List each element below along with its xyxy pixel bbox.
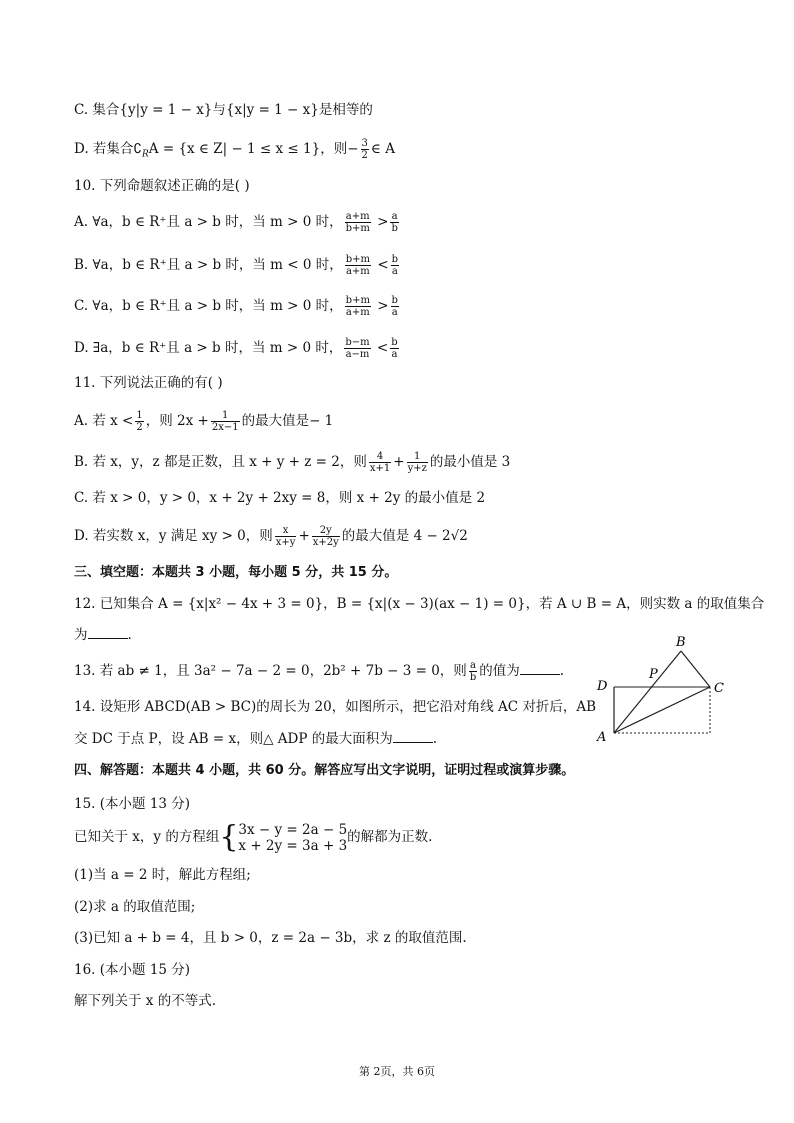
q16-stem: 解下列关于 x 的不等式. bbox=[74, 993, 216, 1009]
section-3-heading: 三、填空题：本题共 3 小题，每小题 5 分，共 15 分。 bbox=[74, 565, 398, 580]
q12-line1: 12. 已知集合 A = {x|x² − 4x + 3 = 0}，B = {x|(x − 3)(ax − 1) = 0}，若 A ∪ B = A，则实数 a 的取值集合 bbox=[74, 596, 765, 612]
section-4-heading: 四、解答题：本题共 4 小题，共 60 分。解答应写出文字说明，证明过程或演算步骤。 bbox=[74, 763, 575, 778]
q11-option-c: C. 若 x > 0，y > 0，x + 2y + 2xy = 8，则 x + 2y 的最小值是 2 bbox=[74, 490, 486, 506]
segment-bc-folded bbox=[681, 651, 710, 687]
label-c: C bbox=[714, 681, 724, 696]
q10-option-b: B. ∀a，b ∈ R⁺且 a > b 时，当 m < 0 时， $\frac{b+m}{a+m}$ < $\frac{b}{a}$ bbox=[74, 254, 399, 277]
q15-part3: (3)已知 a + b = 4，且 b > 0，z = 2a − 3b，求 z 的取值范围. bbox=[74, 930, 467, 946]
diagonal-ac bbox=[614, 687, 710, 733]
q11-option-d: D. 若实数 x，y 满足 xy > 0，则 $\frac{x}{x+y}$ + $\frac{2y}{x+2y}$ 的最大值是 4 − 2√2 bbox=[74, 525, 468, 548]
q12-answer-blank[interactable] bbox=[88, 626, 128, 639]
label-p: P bbox=[649, 667, 658, 682]
q15-stem: 已知关于 x，y 的方程组{ 3x − y = 2a − 5 x + 2y = 3a + 3 的解都为正数. bbox=[74, 819, 433, 855]
q13-line: 13. 若 ab ≠ 1，且 3a² − 7a − 2 = 0，2b² + 7b − 3 = 0，则 $\frac{a}{b}$ 的值为 . bbox=[74, 660, 565, 683]
q10-stem: 10. 下列命题叙述正确的是( ) bbox=[74, 178, 250, 194]
q10-option-a: A. ∀a，b ∈ R⁺且 a > b 时，当 m > 0 时， $\frac{a+m}{b+m}$ > $\frac{a}{b}$ bbox=[74, 211, 398, 234]
q15-heading: 15. (本小题 13 分) bbox=[74, 796, 191, 812]
q16-heading: 16. (本小题 15 分) bbox=[74, 962, 191, 978]
q9-d-text-c: ∈ A bbox=[370, 141, 395, 157]
q11-option-b: B. 若 x，y，z 都是正数，且 x + y + z = 2，则 $\frac{4}{x+1}$ + $\frac{1}{y+z}$ 的最小值是 3 bbox=[74, 451, 511, 474]
q15-part1: (1)当 a = 2 时，解此方程组; bbox=[74, 867, 251, 883]
q12-line2: 为 . bbox=[74, 627, 132, 643]
q14-figure bbox=[588, 632, 738, 747]
q9-d-text-a: D. 若集合∁ bbox=[74, 141, 143, 157]
label-b: B bbox=[676, 635, 686, 650]
label-a: A bbox=[597, 730, 607, 745]
q9-option-c: C. 集合{y|y = 1 − x}与{x|y = 1 − x}是相等的 bbox=[74, 102, 373, 118]
label-d: D bbox=[597, 679, 608, 694]
q11-stem: 11. 下列说法正确的有( ) bbox=[74, 375, 223, 391]
q10-option-d: D. ∃a，b ∈ R⁺且 a > b 时，当 m > 0 时， $\frac{b-m}{a-m}$ < $\frac{b}{a}$ bbox=[74, 337, 398, 360]
q13-answer-blank[interactable] bbox=[520, 662, 560, 675]
q10-option-c: C. ∀a，b ∈ R⁺且 a > b 时，当 m > 0 时， $\frac{b+m}{a+m}$ > $\frac{b}{a}$ bbox=[74, 295, 398, 318]
q11-option-a: A. 若 x < $\frac{1}{2}$ ，则 2x + $\frac{1}{2x-1}$ 的最大值是− 1 bbox=[74, 410, 334, 433]
page-footer: 第 2页，共 6页 bbox=[359, 1065, 435, 1078]
q14-line1: 14. 设矩形 ABCD(AB > BC)的周长为 20，如图所示，把它沿对角线 AC 对折后，AB bbox=[74, 699, 597, 715]
q9-option-d: D. 若集合$∁_RA = \{x$ ∈ Z| − 1 ≤ x ≤ 1}，则− $\frac{3}{2}$ ∈ A bbox=[74, 138, 395, 161]
q15-part2: (2)求 a 的取值范围; bbox=[74, 899, 196, 915]
q15-equation-system: 3x − y = 2a − 5 x + 2y = 3a + 3 bbox=[238, 821, 348, 854]
segment-ab-folded bbox=[614, 651, 681, 733]
q14-line2: 交 DC 于点 P，设 AB = x，则△ ADP 的最大面积为 . bbox=[74, 731, 437, 747]
q14-answer-blank[interactable] bbox=[393, 730, 433, 743]
q9-d-fraction: $\frac{3}{2}$ bbox=[361, 138, 368, 161]
q9-d-text-b: A = {x ∈ Z| − 1 ≤ x ≤ 1}，则− bbox=[148, 141, 359, 157]
